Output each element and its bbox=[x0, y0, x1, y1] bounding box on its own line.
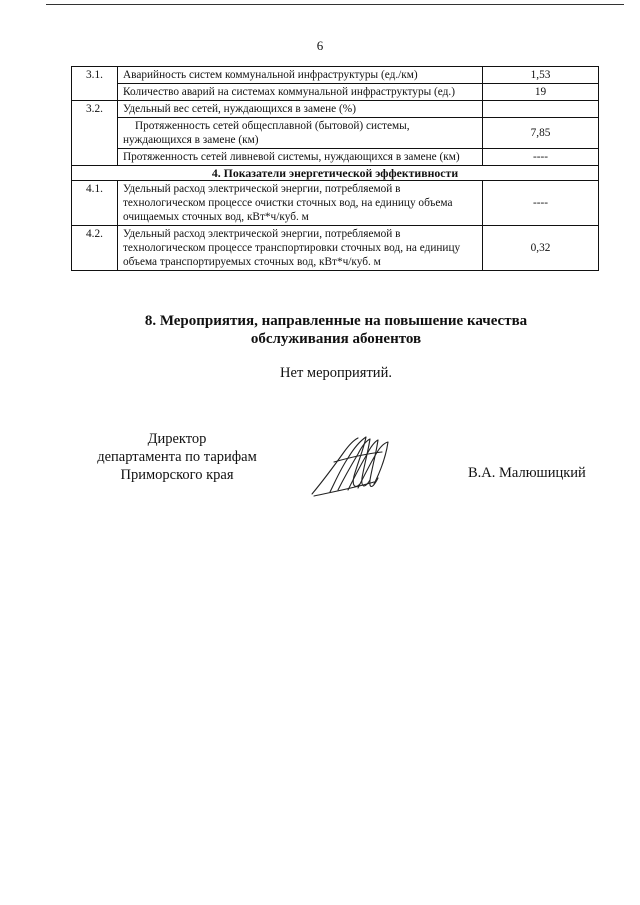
table-row bbox=[72, 149, 599, 166]
position-line: Приморского края bbox=[120, 467, 234, 483]
row-value-cell: 19 bbox=[483, 84, 599, 101]
row-description-cell: Аварийность систем коммунальной инфраструктуры (ед./км) bbox=[118, 67, 483, 84]
row-number-cell: 3.2. bbox=[72, 101, 118, 166]
row-description-cell: Удельный расход электрической энергии, потребляемой в технологическом процессе транспортировки сточных вод, на единицу объема транспортируемых сточных вод, кВт*ч/куб. м bbox=[118, 226, 483, 271]
row-description-cell: Протяженность сетей общесплавной (бытовой) системы, нуждающихся в замене (км) bbox=[118, 118, 483, 149]
table-row bbox=[72, 118, 599, 149]
handwritten-signature bbox=[308, 432, 398, 502]
row-number-cell: 4.2. bbox=[72, 226, 118, 271]
section-8-heading-line: обслуживания абонентов bbox=[250, 331, 422, 347]
section-header-cell: 4. Показатели энергетической эффективности bbox=[72, 166, 599, 181]
signatory-name: В.А. Малюшицкий bbox=[468, 465, 586, 481]
section-8-heading bbox=[0, 312, 640, 348]
row-value-cell: 0,32 bbox=[483, 226, 599, 271]
top-scan-edge-line bbox=[46, 4, 624, 5]
table-section-row bbox=[72, 166, 599, 181]
table-row bbox=[72, 226, 599, 271]
position-line: департамента по тарифам bbox=[97, 449, 257, 465]
table-row bbox=[72, 101, 599, 118]
no-measures-text: Нет мероприятий. bbox=[280, 365, 392, 381]
row-description-cell: Количество аварий на системах коммунальной инфраструктуры (ед.) bbox=[118, 84, 483, 101]
table-row bbox=[72, 67, 599, 84]
page-number: 6 bbox=[316, 38, 324, 53]
row-value-cell: ---- bbox=[483, 181, 599, 226]
row-value-cell: 1,53 bbox=[483, 67, 599, 84]
signatory-position bbox=[52, 430, 302, 484]
table-row bbox=[72, 181, 599, 226]
row-value-cell: ---- bbox=[483, 149, 599, 166]
row-value-cell bbox=[483, 101, 599, 118]
table-row bbox=[72, 84, 599, 101]
row-description-cell: Протяженность сетей ливневой системы, нуждающихся в замене (км) bbox=[118, 149, 483, 166]
position-line: Директор bbox=[147, 431, 207, 447]
row-value-cell: 7,85 bbox=[483, 118, 599, 149]
row-description-cell: Удельный расход электрической энергии, потребляемой в технологическом процессе очистки сточных вод, на единицу объема очищаемых сточных вод, кВт*ч/куб. м bbox=[118, 181, 483, 226]
indicators-table bbox=[71, 66, 599, 271]
section-8-heading-line: 8. Мероприятия, направленные на повышение качества bbox=[144, 313, 528, 329]
row-number-cell: 3.1. bbox=[72, 67, 118, 101]
row-number-cell: 4.1. bbox=[72, 181, 118, 226]
row-description-cell: Удельный вес сетей, нуждающихся в замене (%) bbox=[118, 101, 483, 118]
